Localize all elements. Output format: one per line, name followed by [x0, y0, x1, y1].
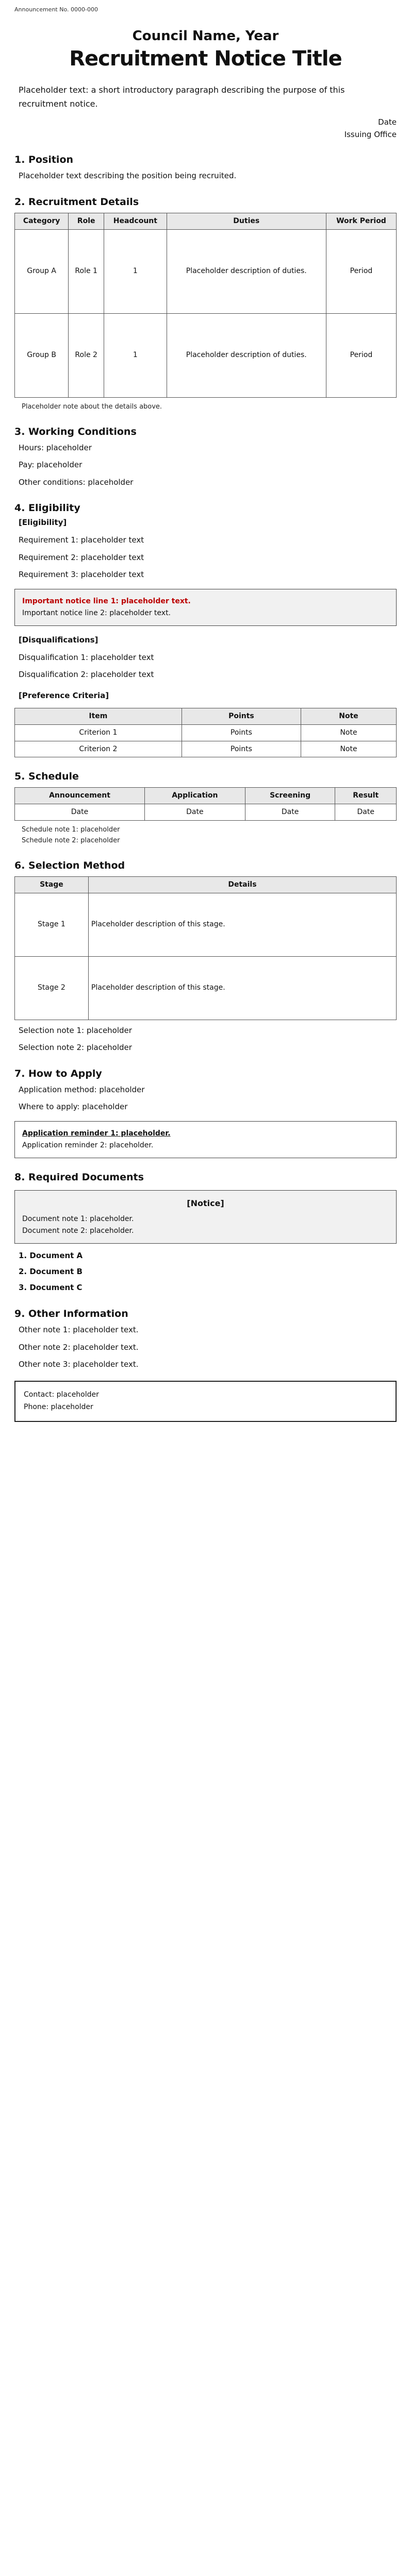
contact-box [14, 1381, 397, 1422]
table-cell: Date [145, 804, 245, 821]
eligibility-line: Requirement 1: placeholder text [19, 535, 144, 545]
other-line: Other note 2: placeholder text. [19, 1342, 139, 1352]
condition-line: Other conditions: placeholder [19, 477, 134, 487]
notice-box [14, 589, 397, 626]
application-line: Where to apply: placeholder [19, 1102, 128, 1112]
application-box-line: Application reminder 1: placeholder. [22, 1129, 171, 1138]
document-item: 3. Document C [19, 1283, 83, 1293]
table-header: Item [15, 708, 182, 724]
notice-line: Important notice line 2: placeholder text. [22, 608, 171, 617]
table-cell: 1 [104, 229, 167, 313]
section-heading-8: 8. Required Documents [14, 1171, 144, 1183]
intro-paragraph: Placeholder text: a short introductory paragraph describing the purpose of this recruitment notice. [19, 85, 345, 109]
table-header: Announcement [15, 788, 145, 804]
table-row [15, 893, 397, 956]
selection-table [14, 876, 397, 1020]
eligibility-line: Requirement 2: placeholder text [19, 552, 144, 562]
condition-line: Pay: placeholder [19, 460, 83, 470]
table-cell: Period [326, 229, 396, 313]
other-line: Other note 1: placeholder text. [19, 1325, 139, 1335]
table-cell: Stage 1 [15, 893, 89, 956]
table-cell: Group B [15, 313, 69, 397]
table-cell: Placeholder description of this stage. [88, 893, 396, 956]
section-heading-2: 2. Recruitment Details [14, 196, 139, 208]
issuer: Issuing Office [344, 130, 397, 140]
table-cell: Date [245, 804, 335, 821]
table-cell: Role 2 [69, 313, 104, 397]
section-1-text: Placeholder text describing the position being recruited. [19, 171, 237, 181]
table-row [15, 956, 397, 1020]
disqualification-line: Disqualification 1: placeholder text [19, 652, 154, 662]
schedule-table [14, 787, 397, 821]
section-heading-6: 6. Selection Method [14, 859, 125, 871]
table-cell: Placeholder description of this stage. [88, 956, 396, 1020]
table-header: Details [88, 876, 396, 893]
contact-line: Contact: placeholder [24, 1390, 99, 1399]
section-heading-4: 4. Eligibility [14, 502, 80, 514]
selection-line: Selection note 2: placeholder [19, 1043, 132, 1053]
contact-line: Phone: placeholder [24, 1402, 93, 1411]
schedule-note: Schedule note 2: placeholder [22, 837, 120, 844]
selection-line: Selection note 1: placeholder [19, 1025, 132, 1035]
table-cell: Date [15, 804, 145, 821]
table-header: Headcount [104, 213, 167, 229]
table-row [15, 804, 397, 821]
table-row [15, 313, 397, 397]
table-header: Role [69, 213, 104, 229]
table-cell: 1 [104, 313, 167, 397]
condition-line: Hours: placeholder [19, 443, 92, 452]
table-cell: Note [301, 724, 397, 741]
announcement-number: Announcement No. 0000-000 [14, 6, 98, 13]
table-header: Duties [167, 213, 326, 229]
recruitment-table [14, 213, 397, 398]
section-heading-1: 1. Position [14, 154, 74, 166]
table-cell: Note [301, 741, 397, 757]
subheading: [Eligibility] [19, 518, 67, 528]
application-box [14, 1121, 397, 1158]
table-header: Application [145, 788, 245, 804]
table-header: Category [15, 213, 69, 229]
table-cell: Criterion 1 [15, 724, 182, 741]
preference-table [14, 708, 397, 758]
application-box-line: Application reminder 2: placeholder. [22, 1141, 154, 1149]
document-item: 2. Document B [19, 1267, 83, 1277]
table-header: Stage [15, 876, 89, 893]
application-line: Application method: placeholder [19, 1084, 145, 1094]
section-heading-3: 3. Working Conditions [14, 426, 137, 437]
disqualification-line: Disqualification 2: placeholder text [19, 670, 154, 680]
table-header: Screening [245, 788, 335, 804]
section-heading-5: 5. Schedule [14, 771, 79, 783]
section-2-note: Placeholder note about the details above. [22, 402, 162, 411]
table-header: Note [301, 708, 397, 724]
document-item: 1. Document A [19, 1251, 83, 1261]
section-heading-9: 9. Other Information [14, 1308, 128, 1320]
table-cell: Criterion 2 [15, 741, 182, 757]
documents-box-title: [Notice] [187, 1198, 224, 1208]
table-header: Result [335, 788, 397, 804]
table-cell: Date [335, 804, 397, 821]
table-row [15, 724, 397, 741]
schedule-note: Schedule note 1: placeholder [22, 826, 120, 834]
announce-date: Date [378, 117, 397, 127]
table-cell: Placeholder description of duties. [167, 229, 326, 313]
table-cell: Role 1 [69, 229, 104, 313]
table-row [15, 229, 397, 313]
table-cell: Period [326, 313, 396, 397]
table-cell: Group A [15, 229, 69, 313]
documents-box-line: Document note 1: placeholder. [22, 1215, 134, 1224]
eligibility-line: Requirement 3: placeholder text [19, 570, 144, 580]
table-header: Work Period [326, 213, 396, 229]
page-title: Recruitment Notice Title [69, 47, 342, 71]
table-cell: Placeholder description of duties. [167, 313, 326, 397]
table-cell: Stage 2 [15, 956, 89, 1020]
title-year-line: Council Name, Year [132, 28, 279, 44]
notice-line: Important notice line 1: placeholder text. [22, 597, 191, 605]
section-heading-7: 7. How to Apply [14, 1067, 102, 1079]
other-line: Other note 3: placeholder text. [19, 1360, 139, 1369]
date-block [14, 116, 397, 141]
documents-box [14, 1190, 397, 1244]
table-header: Points [182, 708, 301, 724]
table-row [15, 741, 397, 757]
table-cell: Points [182, 741, 301, 757]
table-cell: Points [182, 724, 301, 741]
subheading: [Preference Criteria] [19, 690, 109, 700]
documents-box-line: Document note 2: placeholder. [22, 1227, 134, 1235]
subheading: [Disqualifications] [19, 635, 98, 645]
